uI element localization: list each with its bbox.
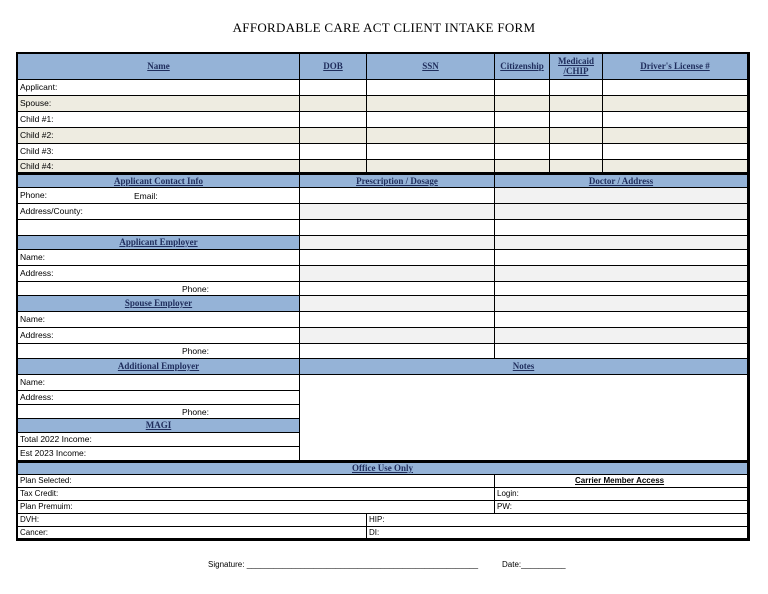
member-label: Child #4:	[18, 160, 300, 173]
applicant-ssn-field[interactable]	[367, 80, 495, 96]
spouse-employer-name-row[interactable]	[18, 312, 300, 328]
spouse-employer-phone-row[interactable]	[18, 344, 300, 359]
child1-dob-field[interactable]	[300, 112, 367, 128]
applicant-dob-field[interactable]	[300, 80, 367, 96]
login-row[interactable]	[495, 488, 748, 501]
dvh-row[interactable]	[18, 514, 367, 527]
doctor-row[interactable]	[495, 204, 748, 220]
pw-label: PW:	[497, 502, 512, 511]
doctor-row[interactable]	[495, 344, 748, 359]
child2-license-field[interactable]	[603, 128, 748, 144]
contact-phone-row[interactable]	[18, 188, 300, 204]
child2-dob-field[interactable]	[300, 128, 367, 144]
doctor-row[interactable]	[495, 328, 748, 344]
prescription-row[interactable]	[300, 250, 495, 266]
spouse-license-field[interactable]	[603, 96, 748, 112]
member-label: Child #2:	[18, 128, 300, 144]
contact-email-label: Email:	[134, 191, 158, 201]
header-dob: DOB	[300, 54, 367, 80]
child1-license-field[interactable]	[603, 112, 748, 128]
applicant-employer-name-label: Name:	[20, 252, 46, 263]
applicant-employer-name-row[interactable]	[18, 250, 300, 266]
contact-phone-label: Phone:	[20, 190, 47, 201]
spouse-employer-heading: Spouse Employer	[18, 296, 300, 312]
doctor-row[interactable]	[495, 296, 748, 312]
applicant-employer-phone-label: Phone:	[182, 284, 209, 294]
dvh-label: DVH:	[20, 515, 40, 524]
spouse-citizenship-field[interactable]	[495, 96, 550, 112]
doctor-row[interactable]	[495, 236, 748, 250]
applicant-medicaid-field[interactable]	[550, 80, 603, 96]
applicant-license-field[interactable]	[603, 80, 748, 96]
child1-citizenship-field[interactable]	[495, 112, 550, 128]
member-label: Child #1:	[18, 112, 300, 128]
spouse-dob-field[interactable]	[300, 96, 367, 112]
contact-info-heading: Applicant Contact Info	[18, 175, 300, 188]
di-label: DI:	[369, 528, 380, 537]
doctor-heading: Doctor / Address	[495, 175, 748, 188]
member-label: Applicant:	[18, 80, 300, 96]
login-label: Login:	[497, 489, 519, 498]
child4-citizenship-field[interactable]	[495, 160, 550, 173]
contact-address-extra[interactable]	[18, 220, 300, 236]
header-medicaid-chip: Medicaid /CHIP	[550, 54, 603, 80]
child4-dob-field[interactable]	[300, 160, 367, 173]
prescription-row[interactable]	[300, 328, 495, 344]
pw-row[interactable]	[495, 501, 748, 514]
magi-est-2023-label: Est 2023 Income:	[20, 448, 87, 459]
tax-credit-label: Tax Credit:	[20, 489, 59, 498]
child3-dob-field[interactable]	[300, 144, 367, 160]
spouse-employer-name-label: Name:	[20, 314, 46, 325]
prescription-row[interactable]	[300, 220, 495, 236]
doctor-row[interactable]	[495, 220, 748, 236]
child3-ssn-field[interactable]	[367, 144, 495, 160]
prescription-heading: Prescription / Dosage	[300, 175, 495, 188]
child2-citizenship-field[interactable]	[495, 128, 550, 144]
member-label: Spouse:	[18, 96, 300, 112]
child4-medicaid-field[interactable]	[550, 160, 603, 173]
prescription-row[interactable]	[300, 204, 495, 220]
cancer-row[interactable]	[18, 527, 367, 539]
notes-area[interactable]	[300, 375, 748, 461]
header-name: Name	[18, 54, 300, 80]
child3-citizenship-field[interactable]	[495, 144, 550, 160]
child3-license-field[interactable]	[603, 144, 748, 160]
member-label: Child #3:	[18, 144, 300, 160]
hip-label: HIP:	[369, 515, 385, 524]
additional-employer-name-label: Name:	[20, 377, 46, 388]
spouse-employer-address-row[interactable]	[18, 328, 300, 344]
spouse-employer-address-label: Address:	[20, 330, 54, 341]
tax-credit-row[interactable]	[18, 488, 495, 501]
magi-heading: MAGI	[18, 419, 300, 433]
contact-address-row[interactable]	[18, 204, 300, 220]
additional-employer-phone-row[interactable]	[18, 405, 300, 419]
header-drivers-license: Driver's License #	[603, 54, 748, 80]
header-ssn: SSN	[367, 54, 495, 80]
child2-medicaid-field[interactable]	[550, 128, 603, 144]
child3-medicaid-field[interactable]	[550, 144, 603, 160]
di-row[interactable]	[367, 527, 748, 539]
additional-employer-address-label: Address:	[20, 392, 54, 403]
plan-premium-row[interactable]	[18, 501, 495, 514]
office-carrier-cell	[495, 475, 748, 488]
child2-ssn-field[interactable]	[367, 128, 495, 144]
child4-license-field[interactable]	[603, 160, 748, 173]
magi-est-2023-row[interactable]	[18, 447, 300, 461]
plan-premium-label: Plan Premuim:	[20, 502, 73, 511]
doctor-row[interactable]	[495, 188, 748, 204]
doctor-row[interactable]	[495, 312, 748, 328]
prescription-row[interactable]	[300, 188, 495, 204]
spouse-ssn-field[interactable]	[367, 96, 495, 112]
header-citizenship: Citizenship	[495, 54, 550, 80]
doctor-row[interactable]	[495, 250, 748, 266]
additional-employer-address-row[interactable]	[18, 391, 300, 405]
date-line[interactable]: Date:__________	[502, 560, 566, 569]
spouse-medicaid-field[interactable]	[550, 96, 603, 112]
doctor-row[interactable]	[495, 266, 748, 282]
child4-ssn-field[interactable]	[367, 160, 495, 173]
prescription-row[interactable]	[300, 236, 495, 250]
additional-employer-phone-label: Phone:	[182, 407, 209, 417]
carrier-member-access-label: Carrier Member Access	[575, 476, 665, 485]
office-use-heading: Office Use Only	[18, 463, 748, 475]
applicant-employer-address-label: Address:	[20, 268, 54, 279]
doctor-row[interactable]	[495, 282, 748, 296]
contact-address-label: Address/County:	[20, 206, 83, 217]
magi-total-2022-label: Total 2022 Income:	[20, 434, 92, 445]
prescription-row[interactable]	[300, 312, 495, 328]
applicant-employer-address-row[interactable]	[18, 266, 300, 282]
magi-total-2022-row[interactable]	[18, 433, 300, 447]
office-left-cell[interactable]	[18, 475, 495, 488]
notes-heading: Notes	[300, 359, 748, 375]
prescription-row[interactable]	[300, 266, 495, 282]
additional-employer-name-row[interactable]	[18, 375, 300, 391]
form-title: AFFORDABLE CARE ACT CLIENT INTAKE FORM	[232, 20, 536, 35]
child1-medicaid-field[interactable]	[550, 112, 603, 128]
signature-line[interactable]: Signature: ____________________________________________________	[208, 560, 479, 569]
prescription-row[interactable]	[300, 344, 495, 359]
prescription-row[interactable]	[300, 282, 495, 296]
additional-employer-heading: Additional Employer	[18, 359, 300, 375]
applicant-employer-heading: Applicant Employer	[18, 236, 300, 250]
prescription-row[interactable]	[300, 296, 495, 312]
spouse-employer-phone-label: Phone:	[182, 346, 209, 356]
hip-row[interactable]	[367, 514, 748, 527]
plan-selected-label: Plan Selected:	[20, 476, 72, 485]
applicant-citizenship-field[interactable]	[495, 80, 550, 96]
cancer-label: Cancer:	[20, 528, 49, 537]
applicant-employer-phone-row[interactable]	[18, 282, 300, 296]
child1-ssn-field[interactable]	[367, 112, 495, 128]
